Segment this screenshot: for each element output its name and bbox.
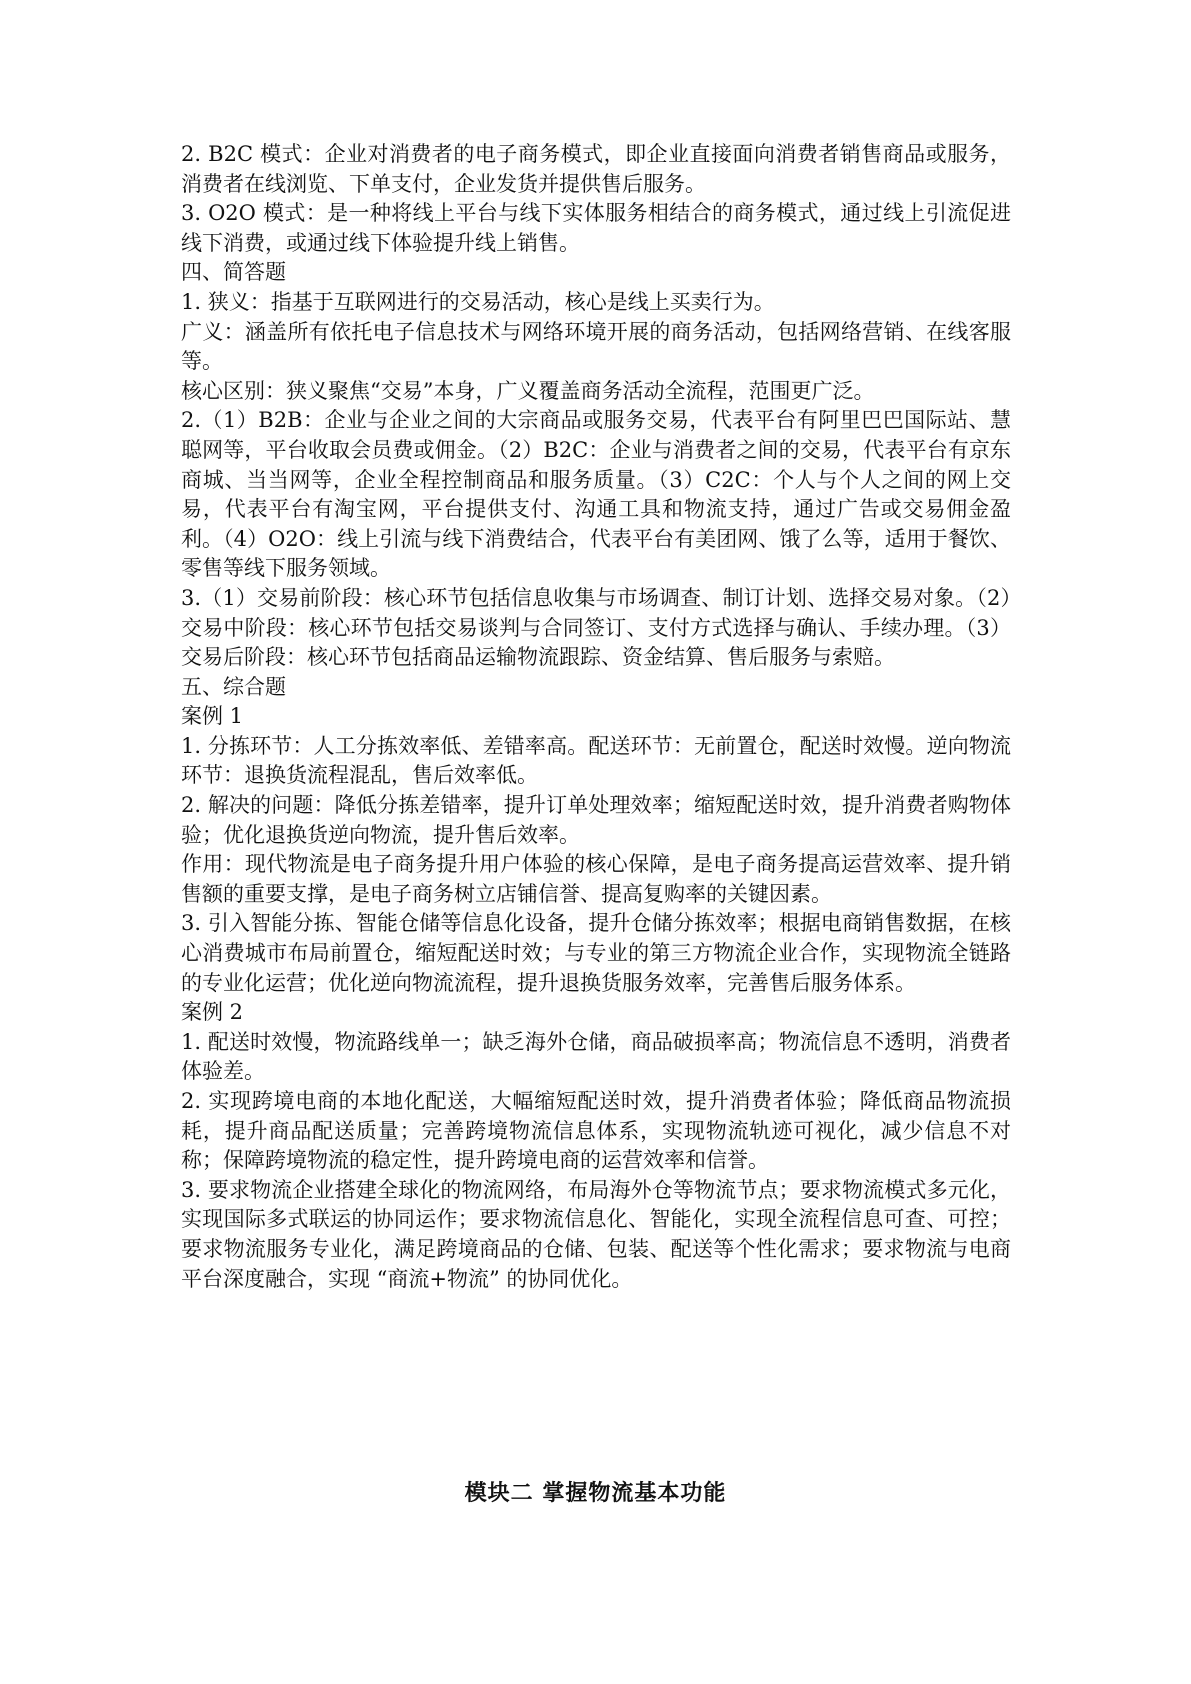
paragraph-case2-answer1: 1. 配送时效慢，物流路线单一；缺乏海外仓储，商品破损率高；物流信息不透明，消费者体验差。 [181, 1029, 1011, 1084]
section-heading-comprehensive: 五、综合题 [181, 674, 286, 699]
paragraph-case2-answer2: 2. 实现跨境电商的本地化配送，大幅缩短配送时效，提升消费者体验；降低商品物流损耗，提升商品配送质量；完善跨境物流信息体系，实现物流轨迹可视化，减少信息不对称；保障跨境物流的稳定性，提升跨境电商的运营效率和信誉。 [181, 1089, 1011, 1173]
paragraph-transaction-stages: 3.（1）交易前阶段：核心环节包括信息收集与市场调查、制订计划、选择交易对象。（2）交易中阶段：核心环节包括交易谈判与合同签订、支付方式选择与确认、手续办理。（3）交易后阶段：核心环节包括商品运输物流跟踪、资金结算、售后服务与索赔。 [181, 585, 1011, 670]
section-heading-short-answer: 四、简答题 [181, 260, 286, 285]
paragraph-case2-answer3: 3. 要求物流企业搭建全球化的物流网络，布局海外仓等物流节点；要求物流模式多元化，实现国际多式联运的协同运作；要求物流信息化、智能化，实现全流程信息可查、可控；要求物流服务专业化，满足跨境商品的仓储、包装、配送等个性化需求；要求物流与电商平台深度融合，实现 “商流+物流” 的协同优化。 [181, 1177, 1011, 1291]
paragraph-b2c-mode: 2. B2C 模式：企业对消费者的电子商务模式，即企业直接面向消费者销售商品或服务，消费者在线浏览、下单支付，企业发货并提供售后服务。 [181, 142, 1011, 196]
paragraph-o2o-mode: 3. O2O 模式：是一种将线上平台与线下实体服务相结合的商务模式，通过线上引流促进线下消费，或通过线下体验提升线上销售。 [181, 201, 1011, 255]
answer-body [181, 140, 1011, 1294]
paragraph-core-difference: 核心区别：狭义聚焦“交易”本身，广义覆盖商务活动全流程，范围更广泛。 [181, 378, 875, 403]
paragraph-case1-answer2: 2. 解决的问题：降低分拣差错率，提升订单处理效率；缩短配送时效，提升消费者购物体验；优化退换货逆向物流，提升售后效率。 [181, 793, 1011, 847]
paragraph-broad-definition: 广义：涵盖所有依托电子信息技术与网络环境开展的商务活动，包括网络营销、在线客服等。 [181, 319, 1011, 374]
paragraph-case1-answer3: 3. 引入智能分拣、智能仓储等信息化设备，提升仓储分拣效率；根据电商销售数据，在核心消费城市布局前置仓，缩短配送时效；与专业的第三方物流企业合作，实现物流全链路的专业化运营；优化逆向物流流程，提升退换货服务效率，完善售后服务体系。 [181, 911, 1011, 995]
module-title: 模块二 掌握物流基本功能 [464, 1481, 727, 1506]
paragraph-case1-role: 作用：现代物流是电子商务提升用户体验的核心保障，是电子商务提高运营效率、提升销售额的重要支撑，是电子商务树立店铺信誉、提高复购率的关键因素。 [181, 852, 1011, 906]
paragraph-narrow-definition: 1. 狭义：指基于互联网进行的交易活动，核心是线上买卖行为。 [181, 289, 775, 314]
paragraph-ecommerce-models: 2.（1）B2B：企业与企业之间的大宗商品或服务交易，代表平台有阿里巴巴国际站、慧聪网等，平台收取会员费或佣金。（2）B2C：企业与消费者之间的交易，代表平台有京东商城、当当网等，企业全程控制商品和服务质量。（3）C2C：个人与个人之间的网上交易，代表平台有淘宝网，平台提供支付、沟通工具和物流支持，通过广告或交易佣金盈利。（4）O2O：线上引流与线下消费结合，代表平台有美团网、饿了么等，适用于餐饮、零售等线下服务领域。 [181, 408, 1011, 581]
case-heading-2: 案例 2 [181, 1000, 244, 1025]
paragraph-case1-answer1: 1. 分拣环节：人工分拣效率低、差错率高。配送环节：无前置仓，配送时效慢。逆向物流环节：退换货流程混乱，售后效率低。 [181, 733, 1011, 788]
case-heading-1: 案例 1 [181, 704, 244, 729]
